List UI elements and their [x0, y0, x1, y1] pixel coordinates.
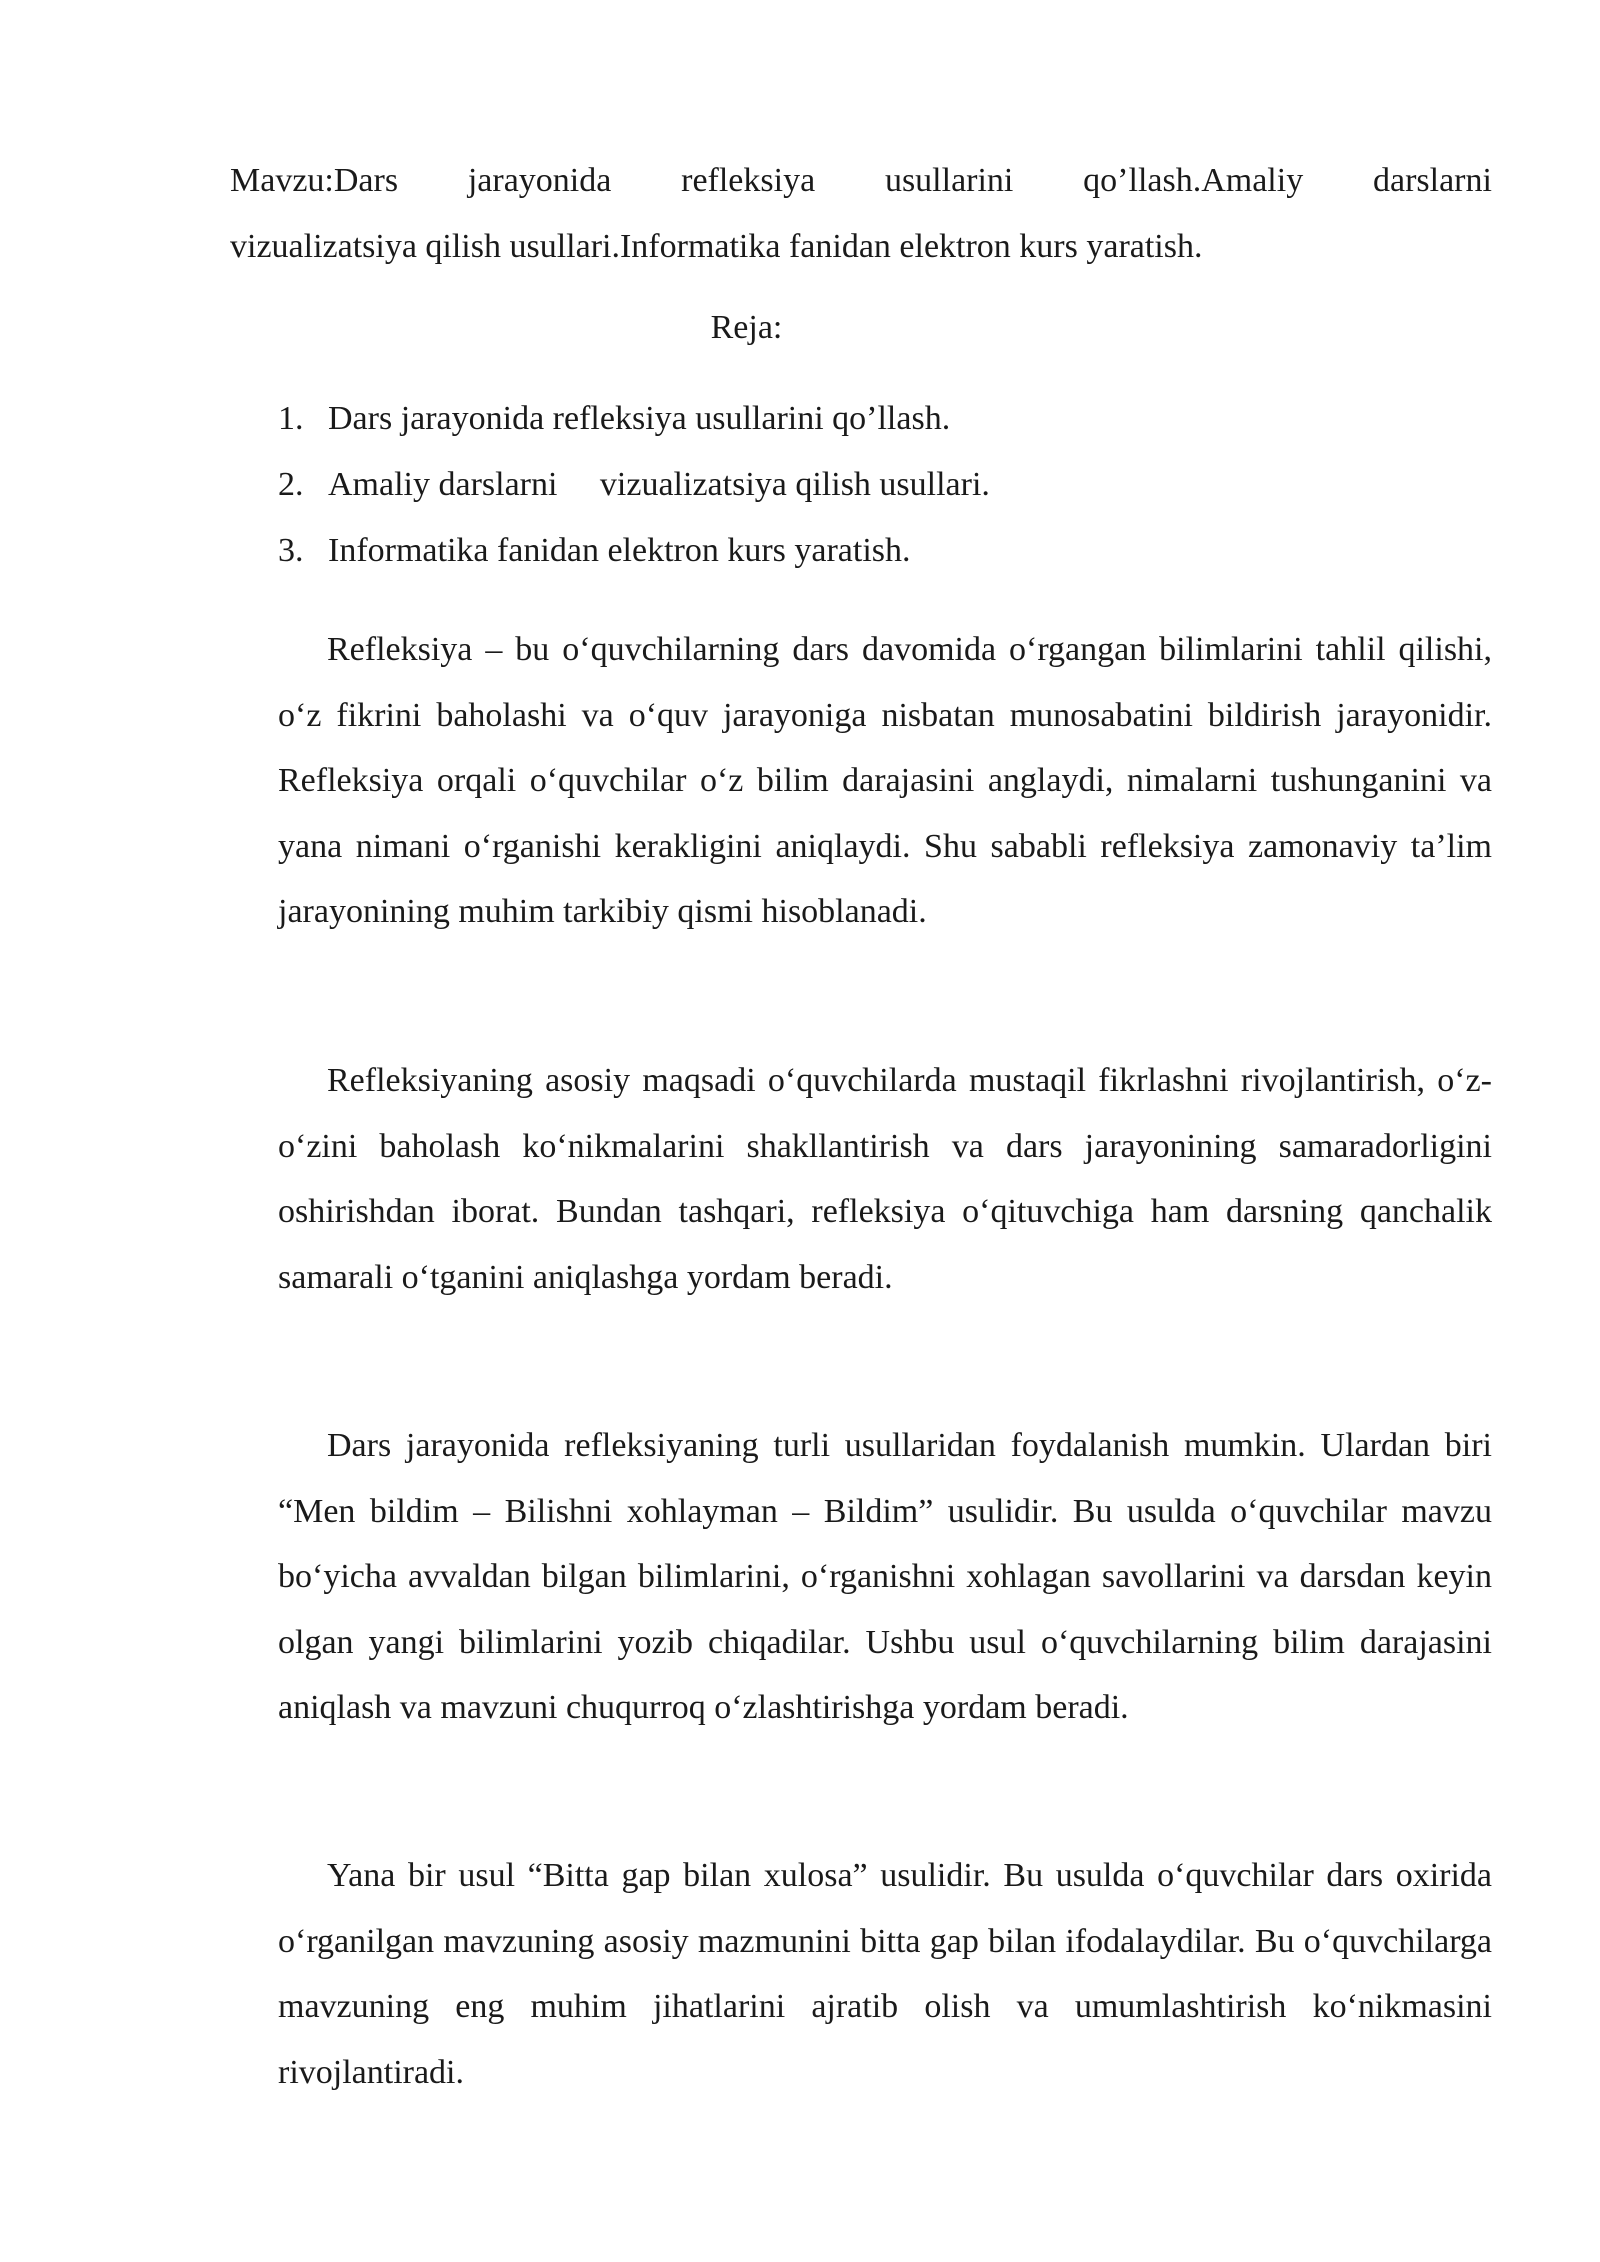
body-paragraph: Refleksiya – bu o‘quvchilarning dars davomida o‘rgangan bilimlarini tahlil qilishi, o‘z fikrini baholashi va o‘quv jarayoniga nisbatan munosabatini bildirish jarayonidir. Refleksiya orqali o‘quvchilar o‘z bilim darajasini anglaydi, nimalarni tushunganini va yana nimani o‘rganishi kerakligini aniqlaydi. Shu sababli refleksiya zamonaviy ta’lim jarayonining muhim tarkibiy qismi hisoblanadi. — [278, 631, 1492, 930]
title-word: darslarni — [1372, 162, 1492, 199]
plan-item — [278, 452, 990, 518]
body-paragraph: Yana bir usul “Bitta gap bilan xulosa” usulidir. Bu usulda o‘quvchilar dars oxirida o‘rganilgan mavzuning asosiy mazmunini bitta gap bilan ifodalaydilar. Bu o‘quvchilarga mavzuning eng muhim jihatlarini ajratib olish va umumlashtirish ko‘nikmasini rivojlantiradi. — [278, 1857, 1492, 2091]
plan-item-number: 1. — [278, 400, 304, 437]
title-line-1 — [230, 148, 1492, 214]
document-title — [230, 148, 1492, 280]
title-word: qo’llash.Amaliy — [1083, 162, 1304, 199]
plan-item-number: 3. — [278, 532, 304, 569]
title-word: usullarini — [884, 162, 1014, 199]
title-word: refleksiya — [681, 162, 816, 199]
title-word: Mavzu:Dars — [230, 162, 399, 199]
plan-item-text: Informatika fanidan elektron kurs yaratish. — [328, 532, 911, 569]
plan-item-text: Amaliy darslarni vizualizatsiya qilish usullari. — [328, 466, 990, 503]
body-paragraph: Dars jarayonida refleksiyaning turli usullaridan foydalanish mumkin. Ulardan biri “Men bildim – Bilishni xohlayman – Bildim” usulidir. Bu usulda o‘quvchilar mavzu bo‘yicha avvaldan bilgan bilimlarini, o‘rganishni xohlagan savollarini va darsdan keyin olgan yangi bilimlarini yozib chiqadilar. Ushbu usul o‘quvchilarning bilim darajasini aniqlash va mavzuni chuqurroq o‘zlashtirishga yordam beradi. — [278, 1427, 1492, 1726]
body-paragraph: Refleksiyaning asosiy maqsadi o‘quvchilarda mustaqil fikrlashni rivojlantirish, o‘z-o‘zini baholash ko‘nikmalarini shakllantirish va dars jarayonining samaradorligini oshirishdan iborat. Bundan tashqari, refleksiya o‘qituvchiga ham darsning qanchalik samarali o‘tganini aniqlashga yordam beradi. — [278, 1062, 1492, 1296]
title-line-2: vizualizatsiya qilish usullari.Informatika fanidan elektron kurs yaratish. — [230, 228, 1203, 265]
plan-item — [278, 518, 990, 584]
plan-item-number: 2. — [278, 466, 304, 503]
plan-list — [278, 386, 990, 584]
plan-item-text: Dars jarayonida refleksiya usullarini qo’llash. — [328, 400, 951, 437]
title-word: jarayonida — [467, 162, 612, 199]
plan-item — [278, 386, 990, 452]
plan-heading: Reja: — [710, 309, 783, 346]
